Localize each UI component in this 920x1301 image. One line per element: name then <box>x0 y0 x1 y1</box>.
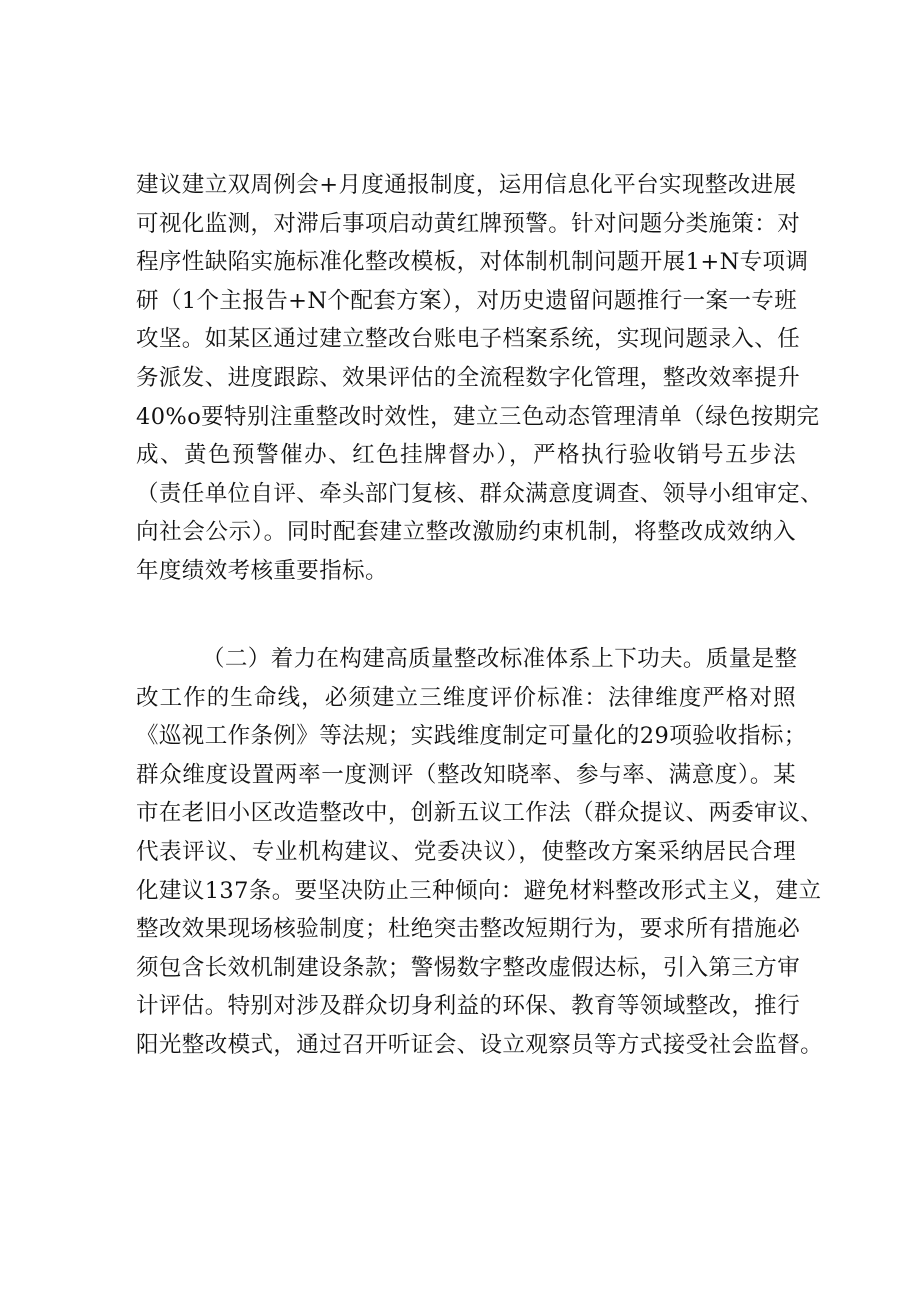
text-line: 整改效果现场核验制度；杜绝突击整改短期行为，要求所有措施必 <box>136 916 801 943</box>
text-line: 改工作的生命线，必须建立三维度评价标准：法律维度严格对照 <box>136 684 796 711</box>
text-line: 阳光整改模式，通过召开听证会、设立观察员等方式接受社会监督。 <box>136 1031 824 1058</box>
text-line: 建议建立双周例会+月度通报制度，运用信息化平台实现整改进展 <box>136 172 797 198</box>
paragraph-rectification-mechanism <box>136 166 824 591</box>
section-heading-line: （二）着力在构建高质量整改标准体系上下功夫。质量是整 <box>202 646 798 672</box>
text-line: 可视化监测，对滞后事项启动黄红牌预警。针对问题分类施策：对 <box>136 210 801 237</box>
text-line: 代表评议、专业机构建议、党委决议），使整改方案采纳居民合理 <box>136 838 796 865</box>
text-line: 务派发、进度跟踪、效果评估的全流程数字化管理，整改效率提升 <box>136 364 801 391</box>
paragraph-quality-standard-system <box>136 640 824 1065</box>
text-line: 攻坚。如某区通过建立整改台账电子档案系统，实现问题录入、任 <box>136 326 801 353</box>
text-line: 年度绩效考核重要指标。 <box>136 557 388 584</box>
text-line: 程序性缺陷实施标准化整改模板，对体制机制问题开展1+N专项调 <box>136 249 809 276</box>
text-line: 向社会公示）。同时配套建立整改激励约束机制，将整改成效纳入 <box>136 519 796 546</box>
text-line: 成、黄色预警催办、红色挂牌督办），严格执行验收销号五步法 <box>136 442 796 469</box>
text-line: 计评估。特别对涉及群众切身利益的环保、教育等领域整改，推行 <box>136 993 801 1020</box>
text-line: 《巡视工作条例》等法规；实践维度制定可量化的29项验收指标； <box>136 723 807 750</box>
text-line: 须包含长效机制建设条款；警惕数字整改虚假达标，引入第三方审 <box>136 954 801 981</box>
text-line: 群众维度设置两率一度测评（整改知晓率、参与率、满意度）。某 <box>136 761 796 788</box>
text-line: （责任单位自评、牵头部门复核、群众满意度调查、领导小组审定、 <box>136 480 824 507</box>
text-line: 化建议137条。要坚决防止三种倾向：避免材料整改形式主义，建立 <box>136 877 822 904</box>
text-line: 研（1个主报告+N个配套方案），对历史遗留问题推行一案一专班 <box>136 287 798 314</box>
text-line: 市在老旧小区改造整改中，创新五议工作法（群众提议、两委审议、 <box>136 800 824 827</box>
text-line: 40%o要特别注重整改时效性，建立三色动态管理清单（绿色按期完 <box>136 403 820 430</box>
